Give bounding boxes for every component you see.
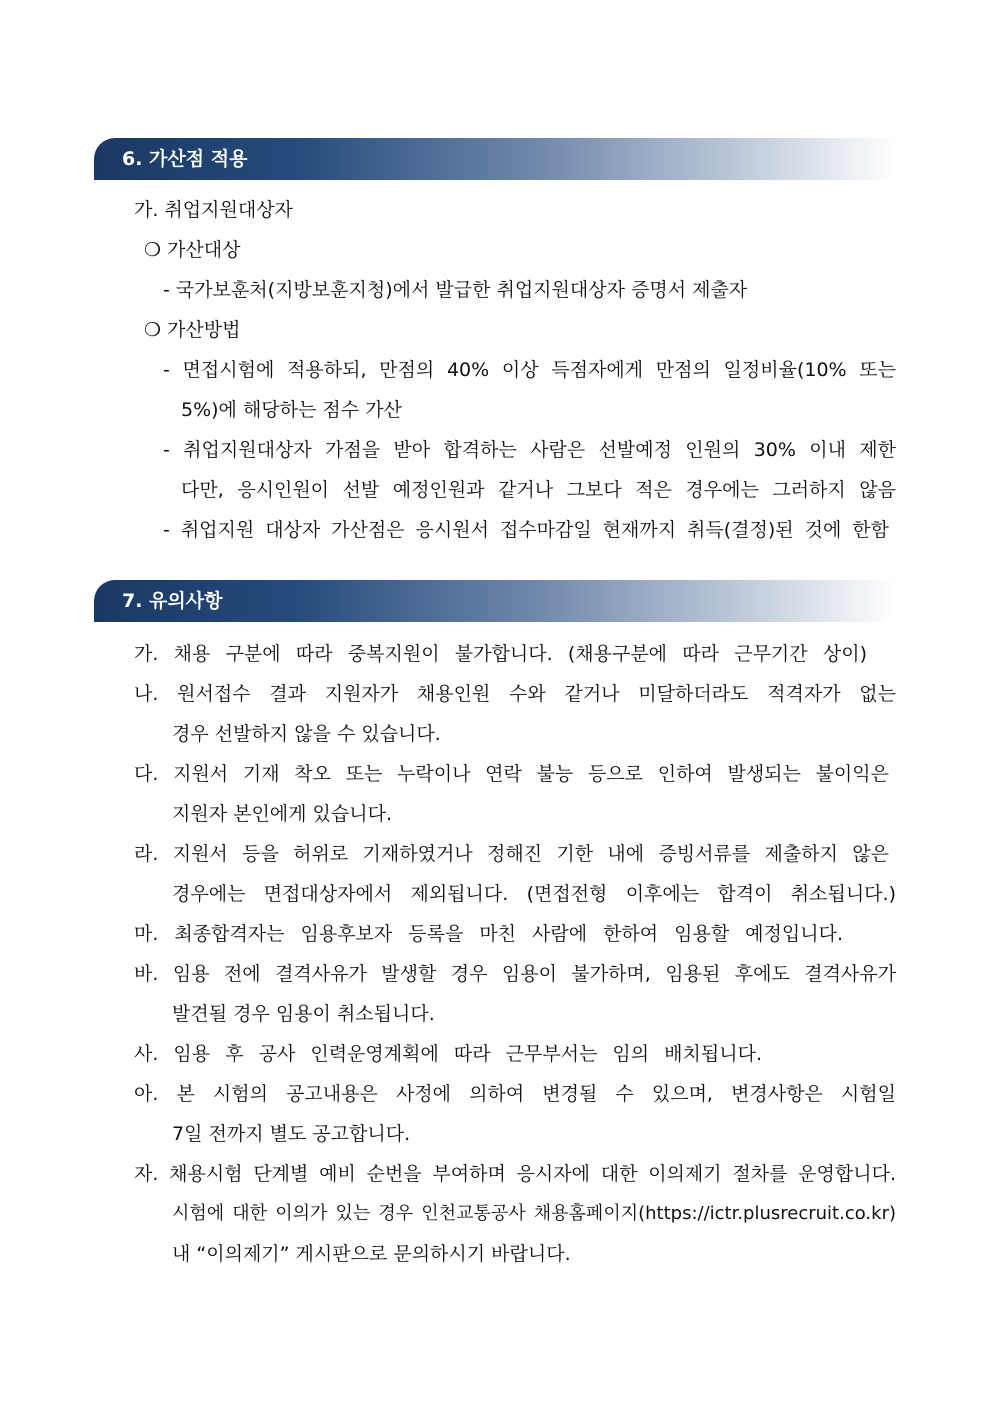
notice-line: 바. 임용 전에 결격사유가 발생할 경우 임용이 불가하며, 임용된 후에도 결격사유가 [134, 963, 896, 985]
section-7-header [94, 580, 896, 622]
notice-line: 라. 지원서 등을 허위로 기재하였거나 정해진 기한 내에 증빙서류를 제출하지 않은 [134, 843, 889, 865]
item-2-line: - 면접시험에 적용하되, 만점의 40% 이상 득점자에게 만점의 일정비율(10% 또는 [163, 359, 896, 381]
section-6-sub-a: 가. 취업지원대상자 [134, 199, 293, 221]
section-6-header [94, 138, 896, 180]
item-2-line: - 취업지원대상자 가점을 받아 합격하는 사람은 선발예정 인원의 30% 이내 제한 [163, 439, 896, 461]
notice-line: 시험에 대한 이의가 있는 경우 인천교통공사 채용홈페이지(https://ictr.plusrecruit.co.kr) [172, 1203, 896, 1224]
notice-line: 사. 임용 후 공사 인력운영계획에 따라 근무부서는 임의 배치됩니다. [134, 1043, 762, 1065]
notice-line: 7일 전까지 별도 공고합니다. [172, 1123, 411, 1145]
notice-line: 발견될 경우 임용이 취소됩니다. [172, 1003, 435, 1025]
section-6-title: 6. 가산점 적용 [122, 148, 248, 170]
notice-line: 내 “이의제기” 게시판으로 문의하시기 바랍니다. [172, 1243, 571, 1265]
notice-line: 다. 지원서 기재 착오 또는 누락이나 연락 불능 등으로 인하여 발생되는 불이익은 [134, 763, 889, 785]
item-2-line: 다만, 응시인원이 선발 예정인원과 같거나 그보다 적은 경우에는 그러하지 않음 [181, 479, 896, 501]
item-1-title: ❍ 가산대상 [144, 239, 241, 261]
item-2-line: 5%)에 해당하는 점수 가산 [181, 399, 402, 421]
section-7-title: 7. 유의사항 [122, 590, 223, 612]
notice-line: 경우 선발하지 않을 수 있습니다. [172, 723, 441, 745]
item-2-line: - 취업지원 대상자 가산점은 응시원서 접수마감일 현재까지 취득(결정)된 것에 한함 [163, 519, 889, 541]
notice-line: 지원자 본인에게 있습니다. [172, 803, 393, 825]
notice-line: 나. 원서접수 결과 지원자가 채용인원 수와 같거나 미달하더라도 적격자가 없는 [134, 683, 896, 705]
notice-line: 경우에는 면접대상자에서 제외됩니다. (면접전형 이후에는 합격이 취소됩니다.) [172, 883, 896, 905]
notice-line: 아. 본 시험의 공고내용은 사정에 의하여 변경될 수 있으며, 변경사항은 시험일 [134, 1083, 896, 1105]
item-2-title: ❍ 가산방법 [144, 319, 241, 341]
notice-line: 마. 최종합격자는 임용후보자 등록을 마친 사람에 한하여 임용할 예정입니다. [134, 923, 843, 945]
notice-line: 가. 채용 구분에 따라 중복지원이 불가합니다. (채용구분에 따라 근무기간 상이) [134, 643, 867, 665]
notice-line: 자. 채용시험 단계별 예비 순번을 부여하며 응시자에 대한 이의제기 절차를 운영합니다. [134, 1163, 896, 1185]
item-1-line: - 국가보훈처(지방보훈지청)에서 발급한 취업지원대상자 증명서 제출자 [163, 279, 748, 301]
